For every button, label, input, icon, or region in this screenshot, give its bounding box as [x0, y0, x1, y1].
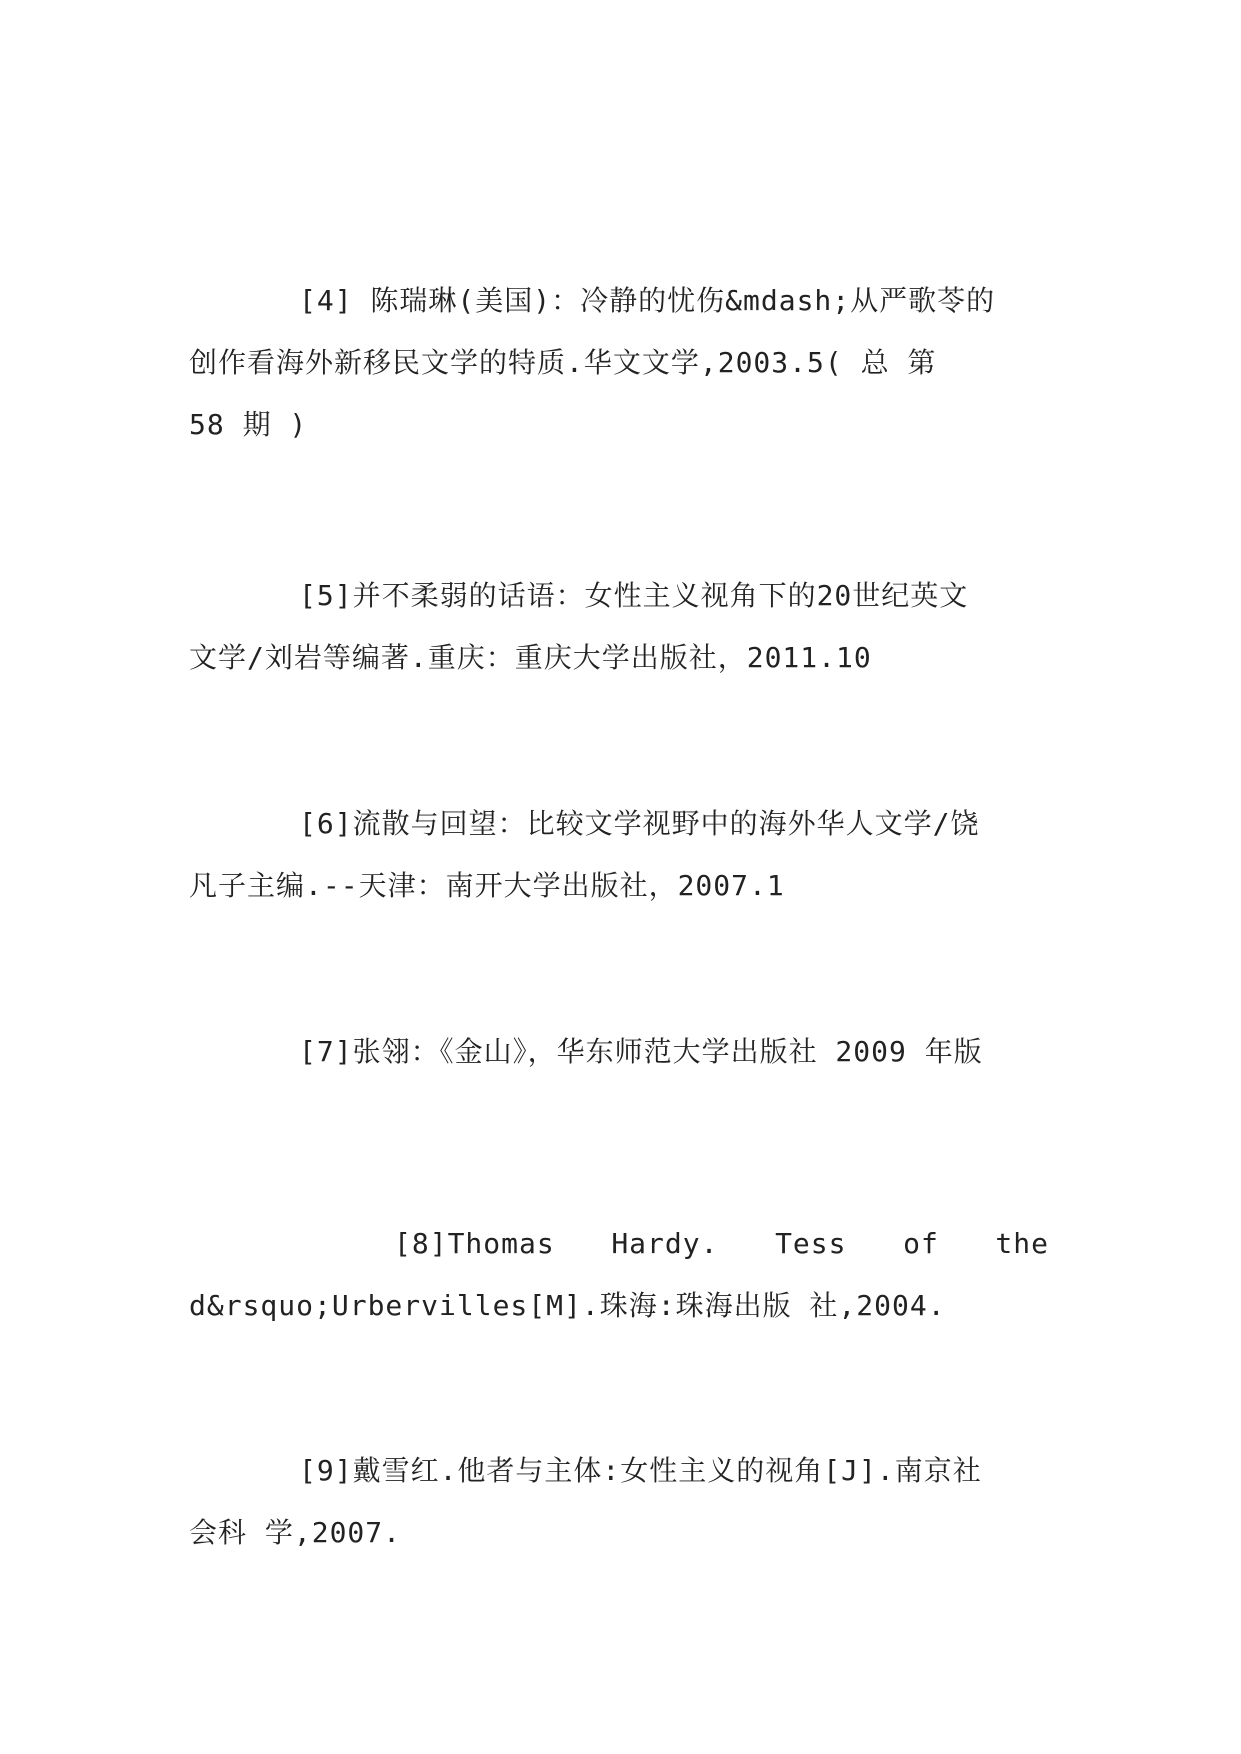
reference-line: [7]张翎：《金山》，华东师范大学出版社 2009 年版	[299, 1035, 983, 1068]
reference-word: of	[903, 1227, 939, 1260]
reference-4	[189, 270, 1049, 456]
reference-7	[189, 1021, 1049, 1083]
reference-line: 凡子主编.--天津：南开大学出版社，2007.1	[189, 869, 785, 902]
reference-word: Tess	[775, 1227, 847, 1260]
reference-line: 创作看海外新移民文学的特质.华文文学,2003.5( 总 第	[189, 346, 937, 379]
reference-word: Hardy.	[611, 1227, 719, 1260]
reference-5	[189, 565, 1049, 689]
reference-word: the	[995, 1227, 1049, 1260]
reference-line: [9]戴雪红.他者与主体:女性主义的视角[J].南京社	[299, 1454, 982, 1487]
reference-line: [4] 陈瑞琳(美国)：冷静的忧伤&mdash;从严歌苓的	[299, 284, 996, 317]
reference-line: [5]并不柔弱的话语：女性主义视角下的20世纪英文	[299, 579, 969, 612]
reference-6	[189, 793, 1049, 917]
reference-line: [6]流散与回望：比较文学视野中的海外华人文学/饶	[299, 807, 980, 840]
reference-line: 58 期 )	[189, 408, 308, 441]
reference-line: 会科 学,2007.	[189, 1516, 402, 1549]
reference-line: d&rsquo;Urbervilles[M].珠海:珠海出版 社,2004.	[189, 1289, 946, 1322]
reference-first-line	[189, 1213, 1049, 1275]
reference-9	[189, 1440, 1049, 1564]
reference-8	[189, 1213, 1049, 1337]
reference-line: 文学/刘岩等编著.重庆：重庆大学出版社，2011.10	[189, 641, 872, 674]
reference-word: [8]Thomas	[394, 1227, 555, 1260]
